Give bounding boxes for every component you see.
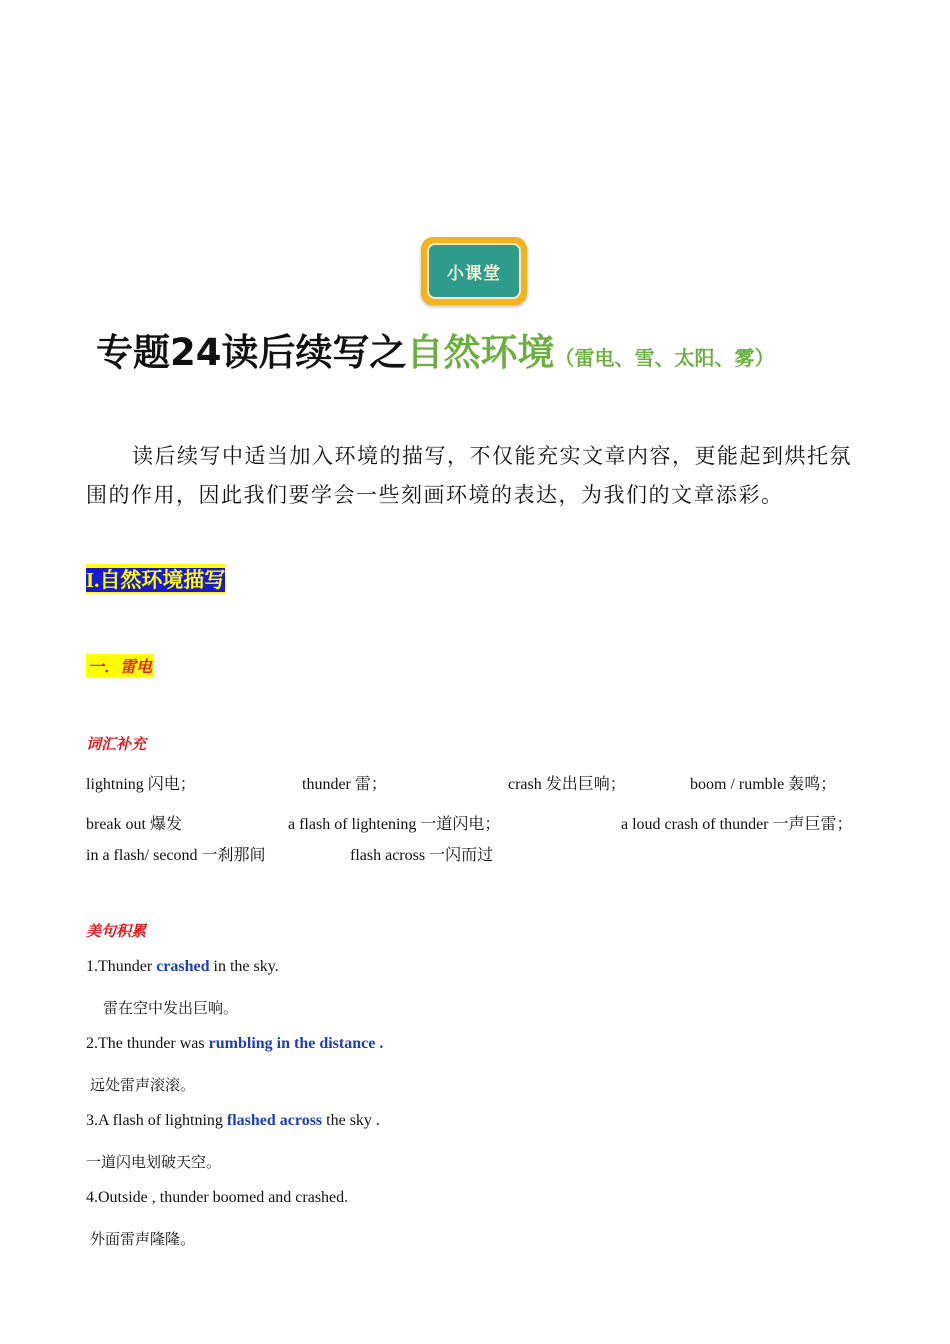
vocab-item: crash 发出巨响；	[508, 776, 626, 793]
vocab-item: thunder 雷；	[302, 776, 387, 793]
vocab-item: lightning 闪电；	[86, 776, 196, 793]
vocab-item: flash across 一闪而过	[350, 847, 494, 864]
sentences-heading: 美句积累	[86, 922, 147, 940]
intro-line-2: 围的作用，因此我们要学会一些刻画环境的表达，为我们的文章添彩。	[86, 483, 784, 507]
sentence-cn-3: 一道闪电划破天空。	[86, 1153, 222, 1171]
sentence-en-3	[86, 1112, 380, 1130]
vocab-item: break out 爆发	[86, 816, 182, 833]
vocab-item: in a flash/ second 一刹那间	[86, 847, 266, 864]
badge-board	[427, 243, 521, 299]
sentence-en-1	[86, 958, 279, 976]
sentence-highlight: crashed	[156, 958, 210, 975]
badge-label: 小课堂	[447, 263, 501, 284]
section-number: I.	[86, 568, 100, 592]
sentence-highlight: flashed across	[226, 1112, 323, 1129]
intro-line-1: 读后续写中适当加入环境的描写，不仅能充实文章内容，更能起到烘托氛	[132, 444, 852, 468]
title-main: 专题24读后续写之	[96, 331, 407, 374]
sentence-text: the sky .	[322, 1112, 380, 1129]
vocab-item: boom / rumble 轰鸣；	[690, 776, 837, 793]
subsection-heading: 一．雷电	[86, 654, 154, 677]
sentence-text: 2.The thunder was	[86, 1035, 209, 1052]
vocab-item: a flash of lightening 一道闪电；	[288, 816, 501, 833]
vocab-item: a loud crash of thunder 一声巨雷；	[621, 816, 853, 833]
sentence-en-2	[86, 1035, 383, 1053]
sentence-text: in the sky.	[209, 958, 279, 975]
sentence-cn-4: 外面雷声隆隆。	[90, 1230, 196, 1248]
section-heading	[86, 564, 225, 594]
section-label: 自然环境描写	[99, 568, 226, 592]
page-title	[96, 322, 775, 376]
vocab-heading: 词汇补充	[86, 735, 147, 753]
course-badge-logo	[421, 237, 527, 305]
sentence-text: 1.Thunder	[86, 958, 157, 975]
sentence-highlight: rumbling in the distance .	[208, 1035, 384, 1052]
sentence-cn-1: 雷在空中发出巨响。	[103, 999, 239, 1017]
sentence-text: 3.A flash of lightning	[86, 1112, 227, 1129]
title-highlight: 自然环境	[406, 331, 555, 374]
sentence-cn-2: 远处雷声滚滚。	[90, 1076, 196, 1094]
sentence-text: 4.Outside , thunder boomed and crashed.	[86, 1189, 349, 1206]
title-subtitle: （雷电、雪、太阳、雾）	[554, 346, 775, 370]
sentence-en-4	[86, 1189, 348, 1207]
